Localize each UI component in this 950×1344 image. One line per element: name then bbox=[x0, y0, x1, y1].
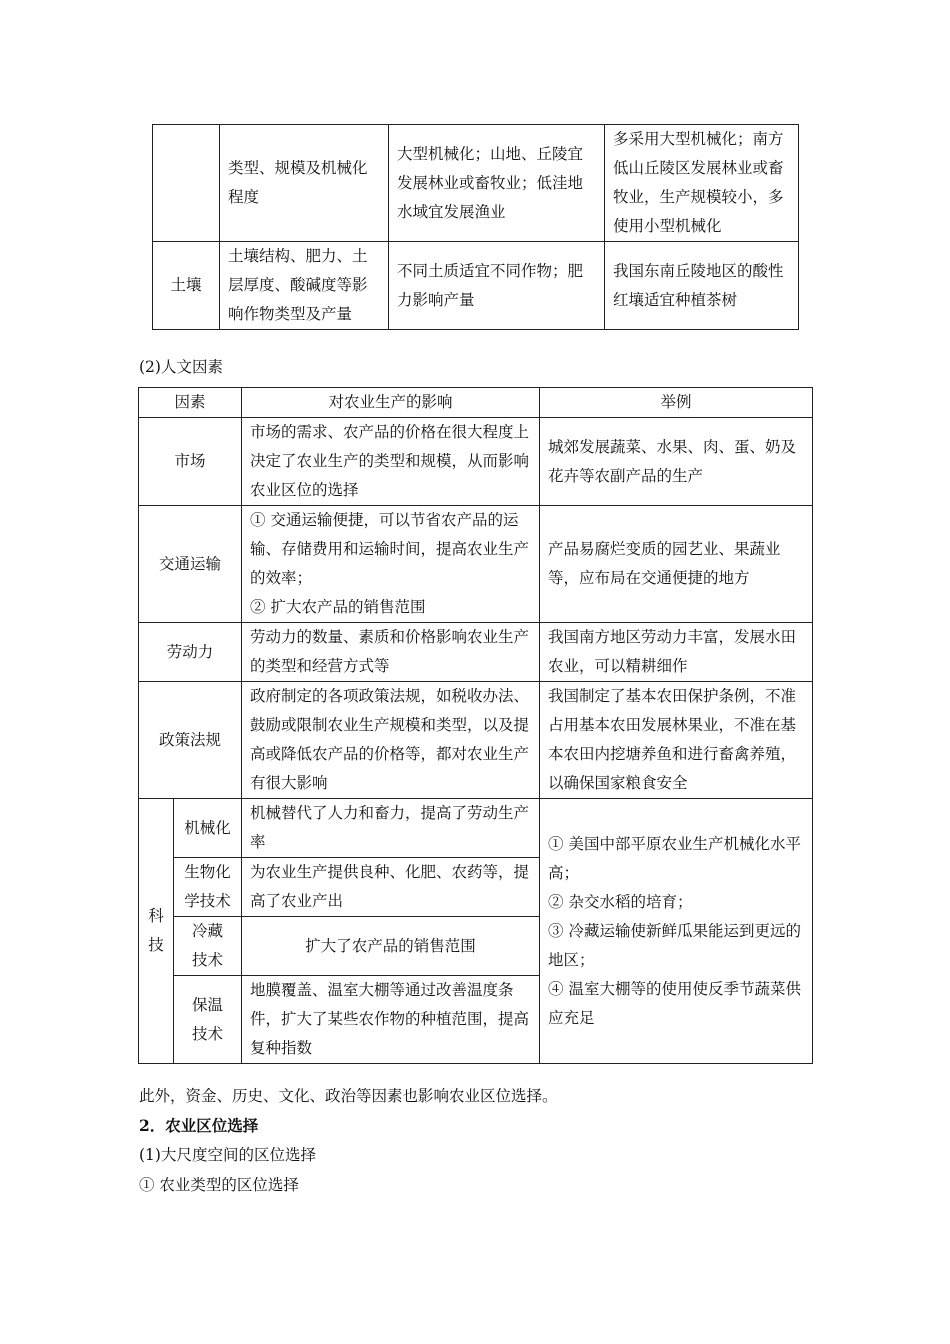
table-row bbox=[139, 418, 813, 506]
influence-item: ① 交通运输便捷，可以节省农产品的运输、存储费用和运输时间，提高农业生产的效率； bbox=[250, 511, 530, 587]
table-row bbox=[139, 623, 813, 682]
effect-cell: 不同土质适宜不同作物；肥力影响产量 bbox=[389, 242, 605, 330]
factor-cell bbox=[153, 125, 220, 242]
example-cell: 我国制定了基本农田保护条例，不准占用基本农田发展林果业，不准在基本农田内挖塘养鱼和进行畜禽养殖，以确保国家粮食安全 bbox=[540, 682, 813, 799]
factor-cell: 交通运输 bbox=[139, 506, 242, 623]
factor-cell: 市场 bbox=[139, 418, 242, 506]
tech-sub-cell: 冷藏技术 bbox=[174, 917, 242, 976]
factor-cell: 劳动力 bbox=[139, 623, 242, 682]
example-cell: 多采用大型机械化；南方低山丘陵区发展林业或畜牧业，生产规模较小，多使用小型机械化 bbox=[605, 125, 799, 242]
effect-cell: 大型机械化；山地、丘陵宜发展林业或畜牧业；低洼地水域宜发展渔业 bbox=[389, 125, 605, 242]
table-row bbox=[139, 506, 813, 623]
influence-cell: 劳动力的数量、素质和价格影响农业生产的类型和经营方式等 bbox=[242, 623, 540, 682]
subheading-large-scale: (1)大尺度空间的区位选择 bbox=[139, 1146, 316, 1164]
example-item: ③ 冷藏运输使新鲜瓜果能运到更远的地区； bbox=[548, 921, 801, 969]
influence-cell: 地膜覆盖、温室大棚等通过改善温度条件，扩大了某些农作物的种植范围，提高复种指数 bbox=[242, 976, 540, 1064]
aspect-cell: 类型、规模及机械化程度 bbox=[220, 125, 389, 242]
header-influence: 对农业生产的影响 bbox=[242, 388, 540, 418]
influence-cell: 为农业生产提供良种、化肥、农药等，提高了农业产出 bbox=[242, 858, 540, 917]
paragraph-other-factors: 此外，资金、历史、文化、政治等因素也影响农业区位选择。 bbox=[139, 1087, 558, 1105]
example-cell: 产品易腐烂变质的园艺业、果蔬业等，应布局在交通便捷的地方 bbox=[540, 506, 813, 623]
example-cell: 城郊发展蔬菜、水果、肉、蛋、奶及花卉等农副产品的生产 bbox=[540, 418, 813, 506]
heading-location-choice: 2．农业区位选择 bbox=[139, 1116, 259, 1135]
example-cell: 我国南方地区劳动力丰富，发展水田农业，可以精耕细作 bbox=[540, 623, 813, 682]
example-item: ② 杂交水稻的培育； bbox=[548, 892, 693, 911]
influence-cell: 扩大了农产品的销售范围 bbox=[242, 917, 540, 976]
table-header-row bbox=[139, 388, 813, 418]
natural-factors-table bbox=[152, 124, 799, 330]
example-item: ④ 温室大棚等的使用使反季节蔬菜供应充足 bbox=[548, 979, 801, 1027]
tech-sub-cell: 机械化 bbox=[174, 799, 242, 858]
influence-cell bbox=[242, 506, 540, 623]
header-factor: 因素 bbox=[139, 388, 242, 418]
table-row bbox=[153, 242, 799, 330]
example-item: ① 美国中部平原农业生产机械化水平高； bbox=[548, 834, 801, 882]
influence-cell: 政府制定的各项政策法规，如税收办法、鼓励或限制农业生产规模和类型，以及提高或降低农产品的价格等，都对农业生产有很大影响 bbox=[242, 682, 540, 799]
tech-label-cell: 科技 bbox=[139, 799, 174, 1064]
header-example: 举例 bbox=[540, 388, 813, 418]
table-row bbox=[139, 799, 813, 858]
tech-sub-cell: 保温技术 bbox=[174, 976, 242, 1064]
human-factors-table bbox=[138, 387, 813, 1064]
example-cell: 我国东南丘陵地区的酸性红壤适宜种植茶树 bbox=[605, 242, 799, 330]
factor-cell: 土壤 bbox=[153, 242, 220, 330]
section-heading-human-factors: (2)人文因素 bbox=[139, 358, 223, 376]
tech-examples-cell bbox=[540, 799, 813, 1064]
tech-sub-cell: 生物化学技术 bbox=[174, 858, 242, 917]
influence-cell: 机械替代了人力和畜力，提高了劳动生产率 bbox=[242, 799, 540, 858]
subheading-agri-type: ① 农业类型的区位选择 bbox=[139, 1176, 299, 1194]
aspect-cell: 土壤结构、肥力、土层厚度、酸碱度等影响作物类型及产量 bbox=[220, 242, 389, 330]
factor-cell: 政策法规 bbox=[139, 682, 242, 799]
table-row bbox=[153, 125, 799, 242]
influence-cell: 市场的需求、农产品的价格在很大程度上决定了农业生产的类型和规模，从而影响农业区位的选择 bbox=[242, 418, 540, 506]
influence-item: ② 扩大农产品的销售范围 bbox=[250, 598, 426, 616]
table-row bbox=[139, 682, 813, 799]
